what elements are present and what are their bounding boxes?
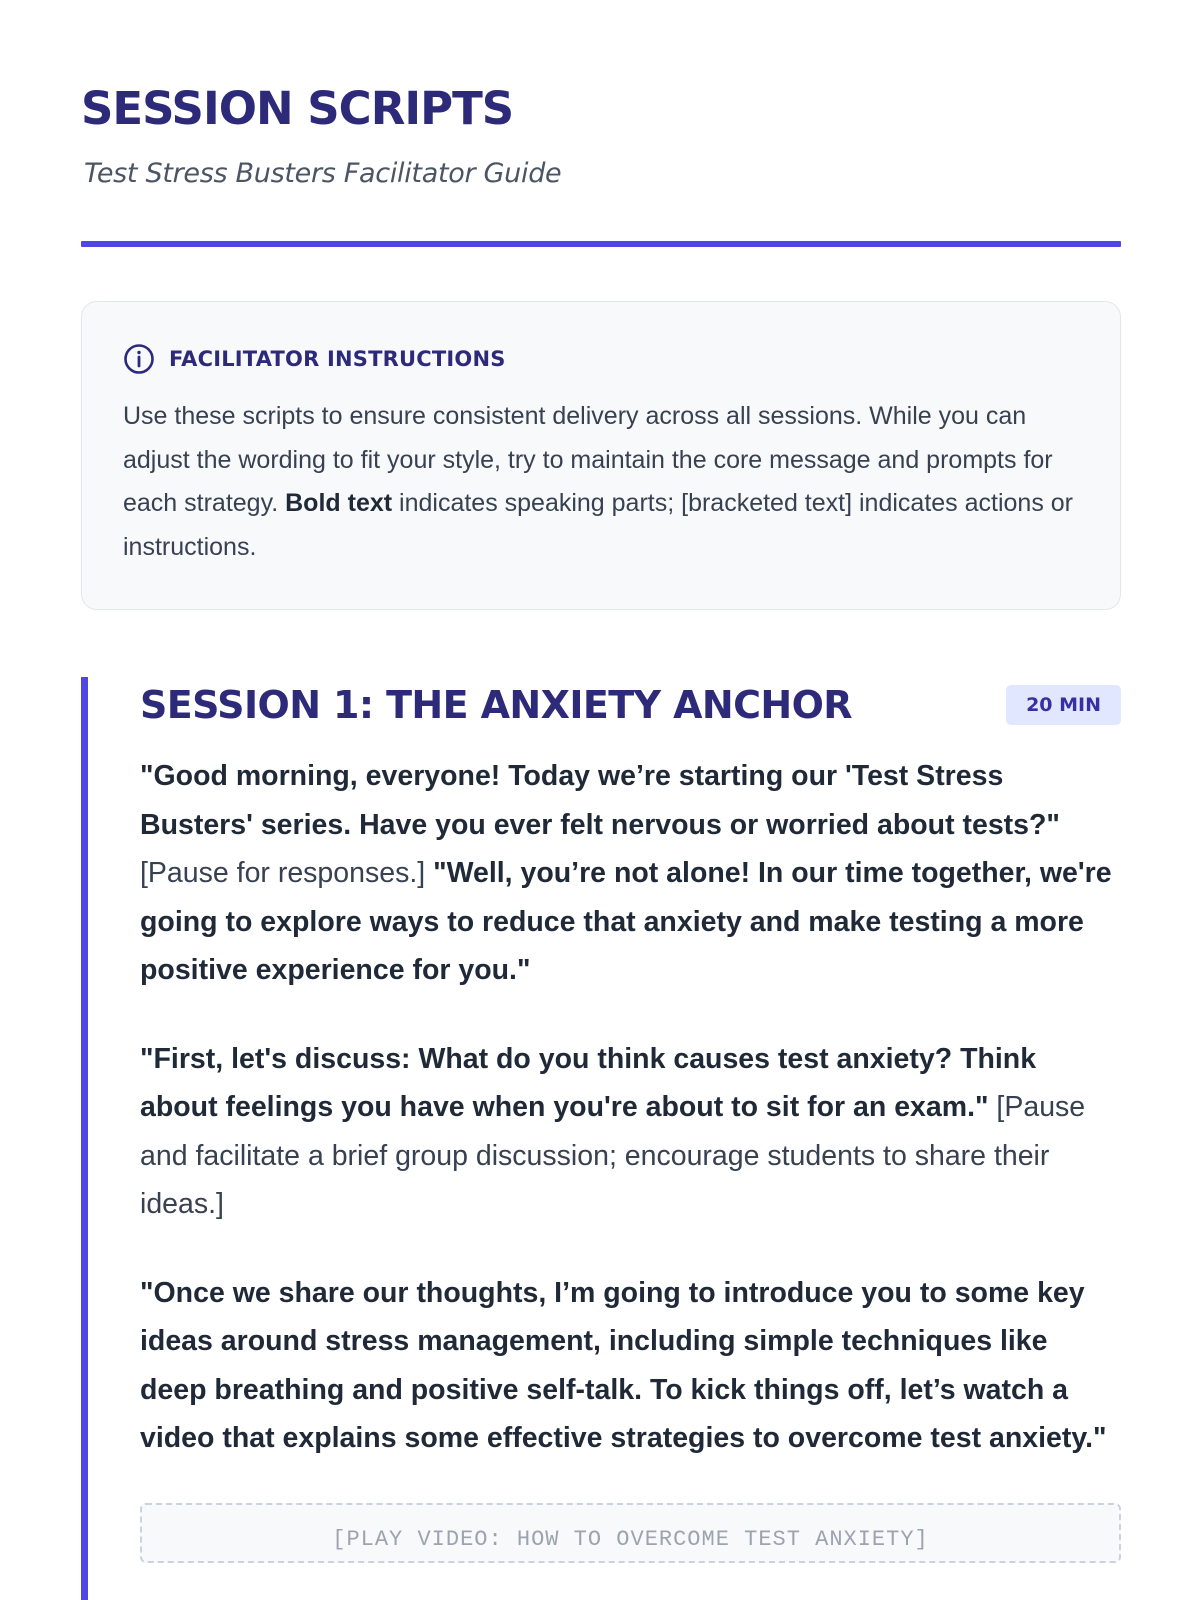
instructions-text-part-1: Use these scripts to ensure consistent delivery across all sessions. While you can adjust the wording to fit your style, try to maintain the core message and prompts for each strategy. (123, 402, 1053, 517)
title-divider (81, 241, 1121, 247)
duration-badge: 20 MIN (1006, 685, 1121, 725)
instructions-bold-text: Bold text (285, 489, 393, 517)
script-paragraph (140, 1035, 1121, 1229)
speaking-part: "Once we share our thoughts, I’m going to introduce you to some key ideas around stress management, including simple techniques like deep breathing and positive self-talk. To kick things off, let’s watch a video that explains some effective strategies to overcome test anxiety." (140, 1276, 1107, 1454)
session-script (140, 752, 1121, 1563)
speaking-part: "First, let's discuss: What do you think causes test anxiety? Think about feelings you have when you're about to sit for an exam." (140, 1042, 1037, 1123)
action-instruction: [Pause for responses.] (140, 857, 434, 889)
video-placeholder: [PLAY VIDEO: HOW TO OVERCOME TEST ANXIETY] (140, 1503, 1121, 1563)
instructions-header (123, 340, 1080, 378)
instructions-title: FACILITATOR INSTRUCTIONS (169, 347, 506, 371)
session-header (140, 679, 1121, 731)
instructions-text-part-2: indicates speaking parts; [bracketed text] indicates actions or instructions. (123, 489, 1073, 561)
page-subtitle: Test Stress Busters Facilitator Guide (84, 158, 562, 189)
script-paragraph (140, 1269, 1121, 1463)
facilitator-instructions-box (81, 301, 1121, 610)
speaking-part: "Good morning, everyone! Today we’re starting our 'Test Stress Busters' series. Have you ever felt nervous or worried about tests?" (140, 760, 1060, 841)
info-icon (123, 343, 155, 375)
page-title: SESSION SCRIPTS (81, 82, 514, 135)
instructions-text (123, 395, 1080, 569)
session-1-section (81, 677, 1121, 1600)
speaking-part: "Well, you’re not alone! In our time together, we're going to explore ways to reduce that anxiety and make testing a more positive experience for you." (140, 857, 1112, 986)
session-title: SESSION 1: THE ANXIETY ANCHOR (140, 683, 852, 727)
action-instruction: [Pause and facilitate a brief group discussion; encourage students to share their ideas.] (140, 1091, 1086, 1220)
script-paragraph (140, 752, 1121, 995)
